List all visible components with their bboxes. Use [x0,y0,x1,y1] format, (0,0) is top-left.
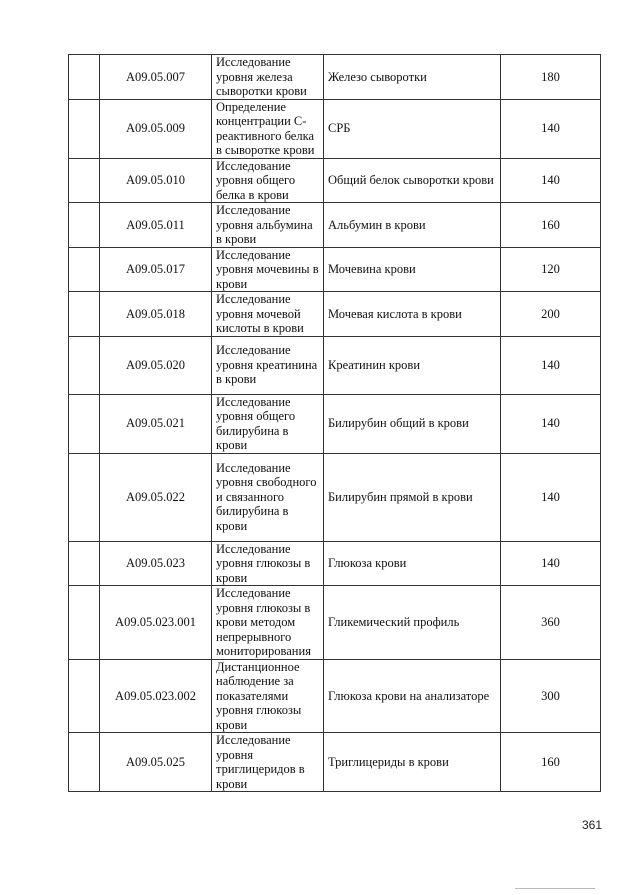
service-code-cell: A09.05.011 [100,203,212,248]
service-short-name-cell: Мочевина крови [324,247,501,292]
table-row [69,394,601,453]
service-name-cell: Исследование уровня свободного и связанного билирубина в крови [212,453,324,541]
table-row [69,292,601,337]
row-number-cell [69,203,100,248]
table-row [69,247,601,292]
table-row [69,453,601,541]
table-body [69,55,601,792]
service-code-cell: A09.05.023 [100,541,212,586]
services-price-table [68,54,601,792]
service-price-cell: 140 [501,541,601,586]
row-number-cell [69,586,100,660]
row-number-cell [69,292,100,337]
service-price-cell: 300 [501,659,601,733]
service-short-name-cell: Железо сыворотки [324,55,501,100]
service-name-cell: Исследование уровня мочевины в крови [212,247,324,292]
service-name-cell: Дистанционное наблюдение за показателями уровня глюкозы крови [212,659,324,733]
service-short-name-cell: Билирубин общий в крови [324,394,501,453]
service-short-name-cell: Триглицериды в крови [324,733,501,792]
row-number-cell [69,99,100,158]
service-price-cell: 160 [501,733,601,792]
service-price-cell: 140 [501,158,601,203]
service-code-cell: A09.05.007 [100,55,212,100]
service-code-cell: A09.05.021 [100,394,212,453]
service-name-cell: Исследование уровня общего билирубина в крови [212,394,324,453]
service-name-cell: Исследование уровня железа сыворотки крови [212,55,324,100]
service-price-cell: 160 [501,203,601,248]
service-name-cell: Определение концентрации С-реактивного белка в сыворотке крови [212,99,324,158]
service-short-name-cell: Глюкоза крови [324,541,501,586]
service-short-name-cell: Мочевая кислота в крови [324,292,501,337]
table-row [69,659,601,733]
table-row [69,203,601,248]
service-price-cell: 180 [501,55,601,100]
service-price-cell: 140 [501,336,601,394]
service-name-cell: Исследование уровня креатинина в крови [212,336,324,394]
table-row [69,99,601,158]
service-short-name-cell: Креатинин крови [324,336,501,394]
service-name-cell: Исследование уровня мочевой кислоты в крови [212,292,324,337]
row-number-cell [69,394,100,453]
service-code-cell: A09.05.017 [100,247,212,292]
table-row [69,158,601,203]
row-number-cell [69,733,100,792]
service-price-cell: 140 [501,99,601,158]
service-name-cell: Исследование уровня общего белка в крови [212,158,324,203]
service-name-cell: Исследование уровня триглицеридов в крови [212,733,324,792]
service-short-name-cell: Гликемический профиль [324,586,501,660]
service-code-cell: A09.05.022 [100,453,212,541]
row-number-cell [69,453,100,541]
table-row [69,55,601,100]
row-number-cell [69,541,100,586]
service-price-cell: 360 [501,586,601,660]
service-name-cell: Исследование уровня альбумина в крови [212,203,324,248]
service-code-cell: A09.05.010 [100,158,212,203]
row-number-cell [69,247,100,292]
row-number-cell [69,158,100,203]
service-price-cell: 120 [501,247,601,292]
service-code-cell: A09.05.018 [100,292,212,337]
table-row [69,586,601,660]
service-code-cell: A09.05.025 [100,733,212,792]
table-row [69,541,601,586]
service-short-name-cell: Глюкоза крови на анализаторе [324,659,501,733]
service-price-cell: 140 [501,453,601,541]
service-code-cell: A09.05.023.002 [100,659,212,733]
service-price-cell: 200 [501,292,601,337]
row-number-cell [69,336,100,394]
table-row [69,733,601,792]
service-short-name-cell: Билирубин прямой в крови [324,453,501,541]
row-number-cell [69,55,100,100]
service-name-cell: Исследование уровня глюкозы в крови [212,541,324,586]
service-code-cell: A09.05.020 [100,336,212,394]
service-short-name-cell: Альбумин в крови [324,203,501,248]
footer-divider [515,888,595,889]
service-name-cell: Исследование уровня глюкозы в крови методом непрерывного мониторирования [212,586,324,660]
service-short-name-cell: Общий белок сыворотки крови [324,158,501,203]
page-number: 361 [582,818,603,832]
service-code-cell: A09.05.023.001 [100,586,212,660]
service-short-name-cell: СРБ [324,99,501,158]
table-row [69,336,601,394]
row-number-cell [69,659,100,733]
service-code-cell: A09.05.009 [100,99,212,158]
service-price-cell: 140 [501,394,601,453]
